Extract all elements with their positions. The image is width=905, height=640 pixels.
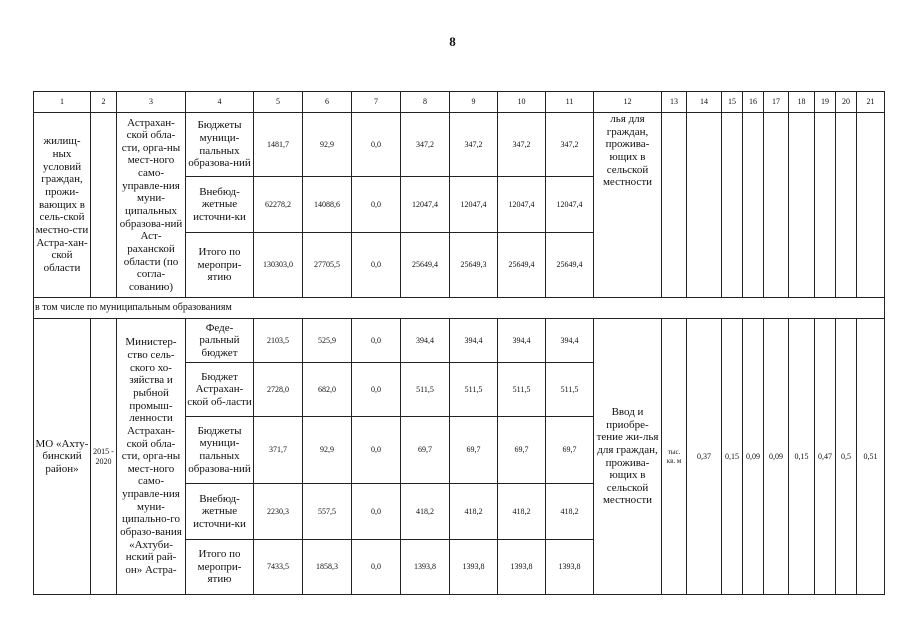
value-cell: 418,2 [450, 484, 498, 540]
value-cell: 371,7 [254, 417, 303, 484]
header-cell: 17 [764, 92, 789, 113]
header-cell: 5 [254, 92, 303, 113]
header-cell: 8 [401, 92, 450, 113]
value-cell: 0,0 [352, 113, 401, 177]
header-cell: 6 [303, 92, 352, 113]
program-table [33, 91, 885, 595]
value-cell: 92,9 [303, 113, 352, 177]
value-cell: 0,0 [352, 484, 401, 540]
value-cell: 418,2 [401, 484, 450, 540]
period-cell: 2015 - 2020 [91, 319, 117, 595]
indicator-value-cell [722, 113, 743, 298]
value-cell: 25649,3 [450, 233, 498, 298]
value-cell: 682,0 [303, 363, 352, 417]
funding-source-cell: Бюджеты муници-пальных образова-ний [186, 113, 254, 177]
value-cell: 1393,8 [498, 540, 546, 595]
indicator-name-cell: лья для граждан, прожива-ющих в сельской местности [594, 113, 662, 298]
value-cell: 394,4 [546, 319, 594, 363]
header-cell: 20 [836, 92, 857, 113]
value-cell: 2230,3 [254, 484, 303, 540]
value-cell: 418,2 [546, 484, 594, 540]
header-cell: 21 [857, 92, 885, 113]
funding-source-cell: Феде-ральный бюджет [186, 319, 254, 363]
page-number: 8 [449, 34, 456, 49]
value-cell: 394,4 [498, 319, 546, 363]
header-cell: 18 [789, 92, 815, 113]
value-cell: 347,2 [546, 113, 594, 177]
measure-name-cell: жилищ-ных условий граждан, прожи-вающих в сель-ской местно-сти Астра-хан-ской области [34, 113, 91, 298]
unit-cell [662, 113, 687, 298]
indicator-value-cell: 0,09 [764, 319, 789, 595]
header-cell: 19 [815, 92, 836, 113]
value-cell: 347,2 [450, 113, 498, 177]
header-row [34, 92, 885, 113]
value-cell: 1858,3 [303, 540, 352, 595]
section-title: в том числе по муниципальным образованиям [34, 298, 885, 319]
value-cell: 92,9 [303, 417, 352, 484]
indicator-value-cell [857, 113, 885, 298]
indicator-value-cell: 0,5 [836, 319, 857, 595]
indicator-name-cell: Ввод и приобре-тение жи-лья для граждан, прожива-ющих в сельской местности [594, 319, 662, 595]
value-cell: 7433,5 [254, 540, 303, 595]
value-cell: 12047,4 [498, 177, 546, 233]
value-cell: 394,4 [450, 319, 498, 363]
header-cell: 13 [662, 92, 687, 113]
value-cell: 557,5 [303, 484, 352, 540]
indicator-value-cell: 0,09 [743, 319, 764, 595]
header-cell: 4 [186, 92, 254, 113]
header-cell: 11 [546, 92, 594, 113]
value-cell: 25649,4 [401, 233, 450, 298]
indicator-value-cell [789, 113, 815, 298]
indicator-value-cell [815, 113, 836, 298]
header-cell: 12 [594, 92, 662, 113]
value-cell: 525,9 [303, 319, 352, 363]
value-cell: 511,5 [498, 363, 546, 417]
value-cell: 1393,8 [401, 540, 450, 595]
value-cell: 347,2 [498, 113, 546, 177]
section-row [34, 298, 885, 319]
table-row [34, 113, 885, 177]
value-cell: 2103,5 [254, 319, 303, 363]
value-cell: 14088,6 [303, 177, 352, 233]
value-cell: 0,0 [352, 363, 401, 417]
value-cell: 1481,7 [254, 113, 303, 177]
value-cell: 69,7 [401, 417, 450, 484]
funding-source-cell: Бюджет Астрахан-ской об-ласти [186, 363, 254, 417]
indicator-value-cell: 0,15 [722, 319, 743, 595]
funding-source-cell: Внебюд-жетные источни-ки [186, 484, 254, 540]
header-cell: 1 [34, 92, 91, 113]
header-cell: 7 [352, 92, 401, 113]
municipality-cell: МО «Ахту-бинский район» [34, 319, 91, 595]
value-cell: 25649,4 [498, 233, 546, 298]
indicator-value-cell [764, 113, 789, 298]
value-cell: 1393,8 [450, 540, 498, 595]
funding-source-cell: Бюджеты муници-пальных образова-ний [186, 417, 254, 484]
value-cell: 2728,0 [254, 363, 303, 417]
indicator-value-cell: 0,47 [815, 319, 836, 595]
indicator-value-cell [743, 113, 764, 298]
value-cell: 347,2 [401, 113, 450, 177]
executor-cell: Министер-ство сель-ского хо-зяйства и рыбной промыш-ленности Астрахан-ской обла-сти, орга-ны мест-ного само-управле-ния муни-ципально-го образо-вания «Ахтуби-нский рай-он» Астра- [117, 319, 186, 595]
value-cell: 12047,4 [450, 177, 498, 233]
indicator-value-cell: 0,51 [857, 319, 885, 595]
funding-source-cell: Итого по меропри-ятию [186, 233, 254, 298]
value-cell: 25649,4 [546, 233, 594, 298]
value-cell: 418,2 [498, 484, 546, 540]
header-cell: 15 [722, 92, 743, 113]
value-cell: 69,7 [546, 417, 594, 484]
value-cell: 0,0 [352, 177, 401, 233]
indicator-value-cell [687, 113, 722, 298]
value-cell: 511,5 [450, 363, 498, 417]
value-cell: 69,7 [450, 417, 498, 484]
header-cell: 3 [117, 92, 186, 113]
indicator-value-cell: 0,15 [789, 319, 815, 595]
period-cell [91, 113, 117, 298]
unit-cell: тыс. кв. м [662, 319, 687, 595]
funding-source-cell: Итого по меропри-ятию [186, 540, 254, 595]
value-cell: 12047,4 [401, 177, 450, 233]
value-cell: 511,5 [401, 363, 450, 417]
value-cell: 0,0 [352, 417, 401, 484]
value-cell: 27705,5 [303, 233, 352, 298]
executor-cell: Астрахан-ской обла-сти, орга-ны мест-ного само-управле-ния муни-ципальных образова-ний Аст-раханской области (по согла-сованию) [117, 113, 186, 298]
table-row [34, 319, 885, 363]
funding-source-cell: Внебюд-жетные источни-ки [186, 177, 254, 233]
value-cell: 394,4 [401, 319, 450, 363]
value-cell: 69,7 [498, 417, 546, 484]
header-cell: 16 [743, 92, 764, 113]
value-cell: 0,0 [352, 540, 401, 595]
value-cell: 511,5 [546, 363, 594, 417]
indicator-value-cell [836, 113, 857, 298]
header-cell: 10 [498, 92, 546, 113]
indicator-value-cell: 0,37 [687, 319, 722, 595]
value-cell: 130303,0 [254, 233, 303, 298]
header-cell: 9 [450, 92, 498, 113]
header-cell: 2 [91, 92, 117, 113]
value-cell: 0,0 [352, 319, 401, 363]
header-cell: 14 [687, 92, 722, 113]
value-cell: 12047,4 [546, 177, 594, 233]
value-cell: 0,0 [352, 233, 401, 298]
value-cell: 1393,8 [546, 540, 594, 595]
value-cell: 62278,2 [254, 177, 303, 233]
